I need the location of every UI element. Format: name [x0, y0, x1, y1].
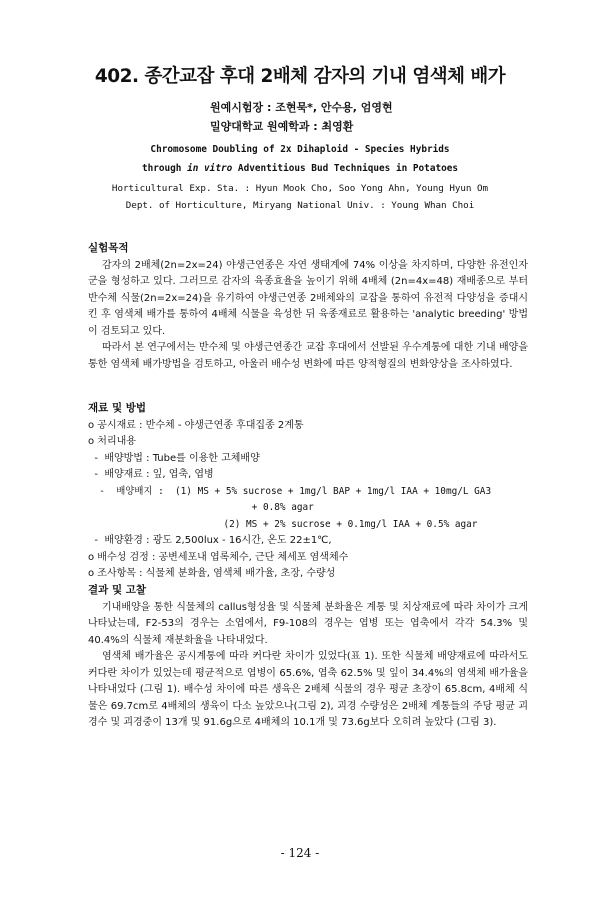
english-title-rest: Adventitious Bud Techniques in Potatoes — [237, 163, 459, 174]
page-number: - 124 - — [280, 846, 320, 860]
method-line: - 배양재료 : 잎, 엽축, 엽병 — [88, 469, 214, 480]
english-title-line-1: Chromosome Doubling of 2x Dihaploid - Species Hybrids — [150, 144, 450, 155]
method-line: o 조사항목 : 식물체 분화율, 염색체 배가율, 초장, 수량성 — [88, 568, 336, 579]
method-line: o 배수성 검정 : 공변세포내 엽록체수, 근단 체세포 염색체수 — [88, 551, 349, 563]
section-heading: 결과 및 고찰 — [88, 584, 147, 596]
section-heading: 실험목적 — [88, 242, 129, 254]
section-methods — [88, 400, 528, 583]
affiliation-line-2: Dept. of Horticulture, Miryang National Univ. : Young Whan Choi — [125, 200, 475, 211]
english-affiliations — [0, 180, 600, 214]
method-line: + 0.8% agar — [88, 502, 314, 513]
method-line: o 공시재료 : 반수체 - 야생근연종 후대집종 2계통 — [88, 419, 304, 431]
method-line: - 배양방법 : Tube를 이용한 고체배양 — [88, 452, 260, 464]
method-line: - 배양배지 : (1) MS + 5% sucrose + 1mg/l BAP + 1mg/l IAA + 10mg/L GA3 — [88, 485, 492, 497]
affiliation-line-1: Horticultural Exp. Sta. : Hyun Mook Cho, Soo Yong Ahn, Young Hyun Om — [111, 183, 489, 194]
paper-title: 402. 종간교잡 후대 2배체 감자의 기내 염색체 배가 — [94, 66, 506, 87]
paragraph: 따라서 본 연구에서는 반수체 및 야생근연종간 교잡 후대에서 선발된 우수계통에 대한 기내 배양을 통한 염색체 배가방법을 검토하고, 아울러 배수성 변화에 따른 양적형질의 변화양상을 조사하였다. — [88, 342, 528, 370]
section-objective — [88, 240, 528, 373]
section-results — [88, 582, 528, 732]
paragraph: 감자의 2배체(2n=2x=24) 야생근연종은 자연 생태계에 74% 이상을 차지하며, 다양한 유전인자군을 형성하고 있다. 그러므로 감자의 육종효율을 높이기 위해 4배체 (2n=4x=48) 재배종으로 부터 반수체 식물(2n=2x=24)을 유기하여 야생근연종 2배체와의 교잡을 통하여 유전적 다양성을 증대시킨 후 염색체 배가를 통하여 4배체 식물을 육성한 뒤 육종재료로 활용하는 'analytic breeding' 방법이 검토되고 있다. — [88, 259, 528, 337]
author-line-2: 밀양대학교 원예학과 : 최영환 — [210, 120, 354, 133]
english-title-invitro: in vitro — [187, 163, 233, 174]
authors-korean — [210, 98, 393, 136]
section-heading: 재료 및 방법 — [88, 402, 147, 414]
method-line: o 처리내용 — [88, 436, 136, 447]
method-line: (2) MS + 2% sucrose + 0.1mg/l IAA + 0.5% agar — [88, 518, 478, 530]
english-title — [0, 140, 600, 178]
paragraph: 염색체 배가율은 공시계통에 따라 커다란 차이가 있었다(표 1). 또한 식물체 배양재료에 따라서도 커다란 차이가 있었는데 평균적으로 엽병이 65.6%, 엽축 62.5% 및 잎이 34.4%의 염색체 배가율을 나타내었다 (그림 1). 배수성 차이에 따른 생육은 2배체 식물의 경우 평균 초장이 65.8cm, 4배체 식물은 69.7cm로 4배체의 생육이 다소 높았으나(그림 2), 괴경 수량성은 2배체 계통들의 주당 평균 괴경수 및 괴경중이 13개 및 91.6g으로 4배체의 10.1개 및 73.6g보다 오히려 높았다 (그림 3). — [88, 651, 528, 728]
author-line-1: 원예시험장 : 조현묵*, 안수용, 엄영현 — [210, 101, 393, 114]
english-title-line-2 — [0, 159, 600, 178]
english-title-through: through — [141, 163, 182, 174]
paragraph: 기내배양을 통한 식물체의 callus형성율 및 식물체 분화율은 계통 및 치상재료에 따라 차이가 크게 나타났는데, F2-53의 경우는 소엽에서, F9-108의 경우는 엽병 또는 엽축에서 각각 54.3% 및 40.4%의 식물체 재분화율을 나타내었다. — [88, 601, 528, 646]
method-line: - 배양환경 : 광도 2,500lux - 16시간, 온도 22±1℃, — [88, 535, 332, 546]
